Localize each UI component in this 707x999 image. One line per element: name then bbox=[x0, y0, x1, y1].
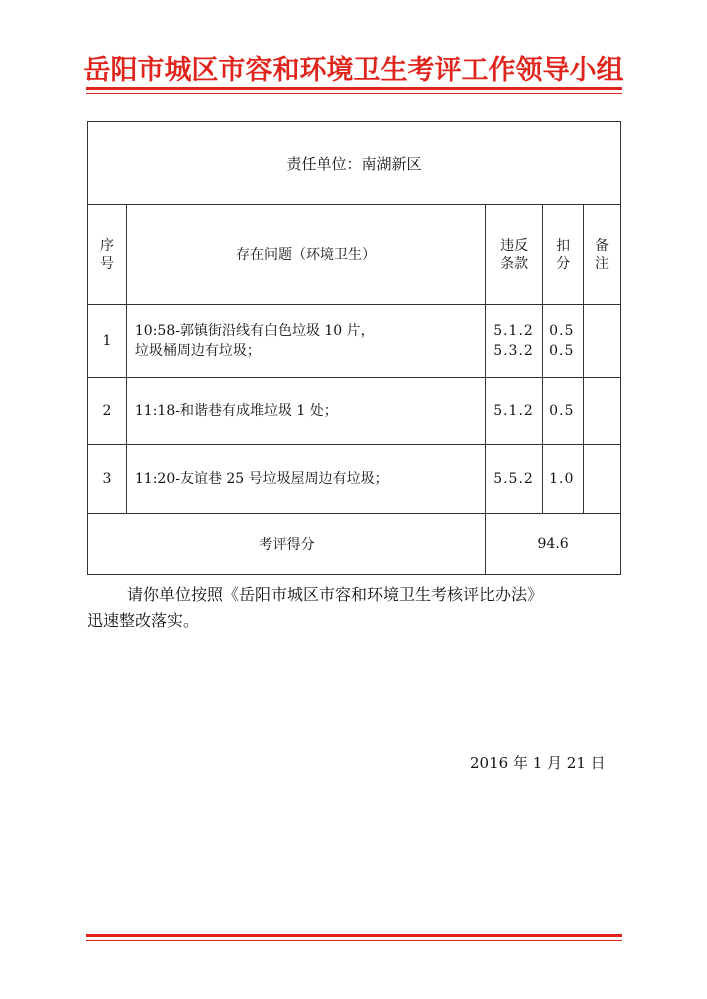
row-code bbox=[486, 378, 543, 445]
header-note bbox=[584, 205, 621, 305]
responsible-unit-value: 南湖新区 bbox=[361, 154, 422, 173]
header-index-label: 序号 bbox=[99, 237, 114, 272]
score-row bbox=[88, 514, 621, 575]
row-code bbox=[486, 305, 543, 378]
row-deduction-line: 0.5 bbox=[549, 403, 575, 419]
document-date: 2016 年 1 月 21 日 bbox=[470, 754, 606, 772]
inspection-report-table bbox=[87, 121, 621, 575]
header-deduction bbox=[543, 205, 584, 305]
header-red-rule-thick bbox=[86, 87, 622, 90]
footer-red-rule-thick bbox=[86, 934, 622, 937]
row-deduction bbox=[543, 378, 584, 445]
score-label: 考评得分 bbox=[88, 514, 486, 575]
row-note bbox=[584, 445, 621, 514]
header-note-label: 备注 bbox=[595, 237, 610, 272]
row-deduction-line: 1.0 bbox=[549, 471, 575, 487]
header-code bbox=[486, 205, 543, 305]
row-code-line: 5.1.2 bbox=[493, 323, 534, 339]
header-red-rule-thin bbox=[86, 93, 622, 94]
responsible-unit-row bbox=[88, 122, 621, 205]
header-issue bbox=[126, 205, 485, 305]
header-deduction-label: 扣分 bbox=[556, 237, 571, 272]
row-issue-line: 10:58-郭镇街沿线有白色垃圾 10 片， bbox=[134, 323, 375, 339]
instruction-line-1: 请你单位按照《岳阳市城区市容和环境卫生考核评比办法》 bbox=[127, 585, 544, 604]
row-note bbox=[584, 305, 621, 378]
row-issue-line: 11:20-友谊巷 25 号垃圾屋周边有垃圾； bbox=[134, 471, 389, 487]
row-code-line: 5.5.2 bbox=[493, 471, 534, 487]
row-issue-line: 11:18-和谐巷有成堆垃圾 1 处； bbox=[134, 403, 338, 419]
row-issue bbox=[126, 305, 485, 378]
row-code-line: 5.3.2 bbox=[493, 343, 534, 359]
row-deduction bbox=[543, 305, 584, 378]
row-issue bbox=[126, 378, 485, 445]
row-note bbox=[584, 378, 621, 445]
table-header-row bbox=[88, 205, 621, 305]
document-header-title: 岳阳市城区市容和环境卫生考评工作领导小组 bbox=[83, 55, 624, 86]
responsible-unit-label: 责任单位： bbox=[286, 154, 362, 173]
row-index: 2 bbox=[88, 378, 127, 445]
row-issue bbox=[126, 445, 485, 514]
table-row bbox=[88, 445, 621, 514]
row-deduction bbox=[543, 445, 584, 514]
responsible-unit-cell bbox=[88, 122, 621, 205]
instruction-line-2: 迅速整改落实。 bbox=[87, 611, 200, 630]
row-index: 3 bbox=[88, 445, 127, 514]
header-index bbox=[88, 205, 127, 305]
header-issue-label: 存在问题（环境卫生） bbox=[236, 246, 377, 263]
row-code-line: 5.1.2 bbox=[493, 403, 534, 419]
table-row bbox=[88, 305, 621, 378]
row-deduction-line: 0.5 bbox=[549, 343, 575, 359]
row-issue-line: 垃圾桶周边有垃圾； bbox=[134, 343, 261, 359]
header-code-label: 违反条款 bbox=[500, 237, 529, 272]
footer-red-rule-thin bbox=[86, 940, 622, 941]
table-row bbox=[88, 378, 621, 445]
row-deduction-line: 0.5 bbox=[549, 323, 575, 339]
instruction-paragraph bbox=[87, 582, 627, 634]
score-value: 94.6 bbox=[486, 514, 621, 575]
row-index: 1 bbox=[88, 305, 127, 378]
row-code bbox=[486, 445, 543, 514]
